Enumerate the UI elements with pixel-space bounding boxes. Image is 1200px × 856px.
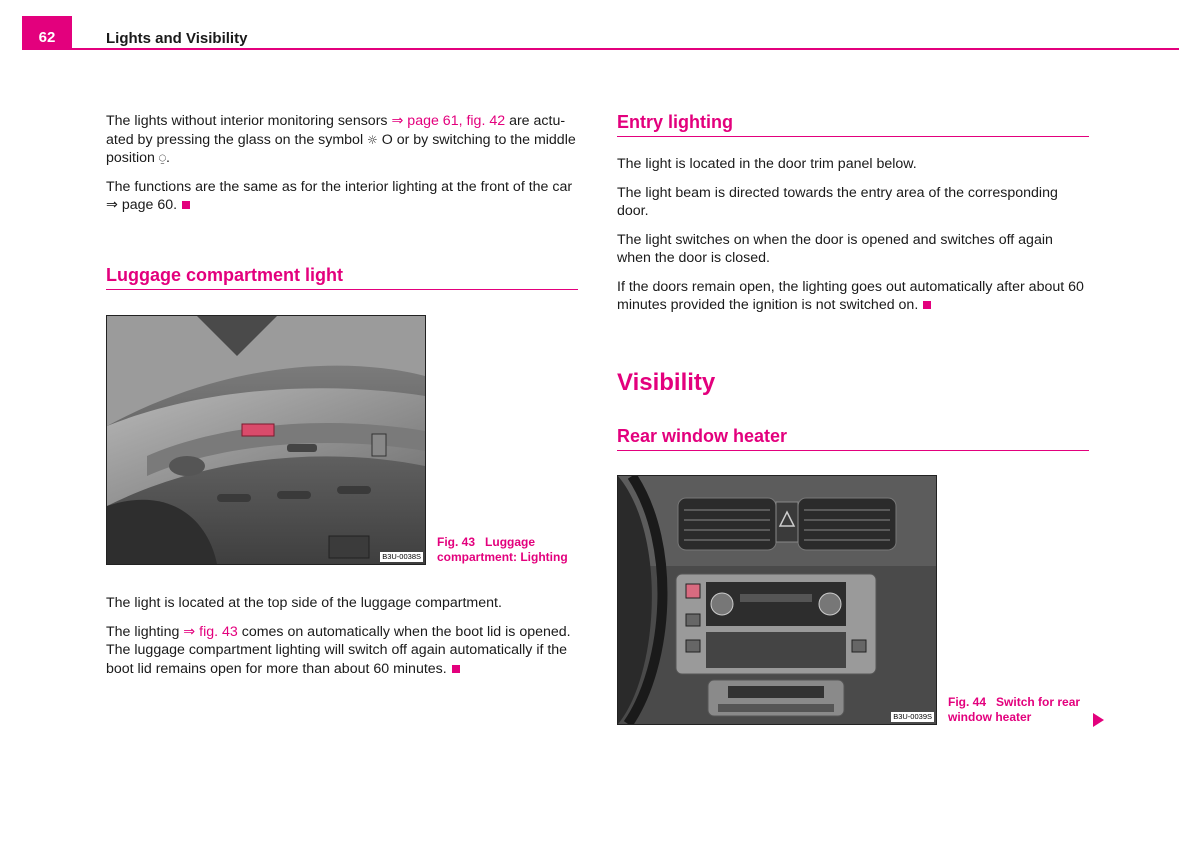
paragraph-entry-3: The light switches on when the door is opened and switches off again when the door is closed. (617, 231, 1053, 266)
caption-text: Luggage compartment: Lighting (437, 535, 568, 564)
chapter-title: Lights and Visibility (106, 30, 248, 47)
dashboard-console-illustration (618, 476, 936, 724)
end-of-section-marker-icon (182, 201, 190, 209)
text: The functions are the same as for the interior lighting at the front of the car ⇒ page 60. (106, 178, 573, 213)
middle-position-symbol-icon: ⍜ (158, 151, 167, 165)
heading-visibility: Visibility (617, 369, 716, 396)
figure-44-caption (948, 695, 1093, 725)
text: If the doors remain open, the lighting goes out automatically after about 60 minutes provided the ignition is not switched on. (617, 278, 1084, 313)
paragraph-entry-1: The light is located in the door trim panel below. (617, 156, 917, 172)
continue-arrow-icon (1093, 713, 1104, 727)
heading-entry-lighting: Entry lighting (617, 112, 1089, 137)
door-contact-symbol-icon: ☼ (367, 132, 378, 147)
heading-rear-window-heater: Rear window heater (617, 426, 1089, 451)
figure-44-image (617, 475, 937, 725)
luggage-compartment-illustration (107, 316, 425, 564)
paragraph-lighting-auto (106, 623, 578, 679)
fig-43-link[interactable]: ⇒ fig. 43 (183, 623, 238, 640)
text: are actu-ated by pressing the glass on the symbol (106, 113, 566, 148)
caption-text: Switch for rear window heater (948, 695, 1081, 724)
end-of-section-marker-icon (452, 665, 460, 673)
paragraph-entry-2: The light beam is directed towards the entry area of the corresponding door. (617, 184, 1058, 219)
text: The lighting (106, 623, 184, 640)
text: comes on automatically when the boot lid is opened. The luggage compartment lighting will switch off again automatically if the boot lid remains open for more than about 60 minutes. (106, 623, 571, 677)
paragraph-interior-lights (106, 112, 578, 168)
caption-number: Fig. 43 (437, 535, 476, 549)
caption-number: Fig. 44 (948, 695, 987, 709)
end-of-section-marker-icon (923, 301, 931, 309)
header-rule (22, 48, 1179, 50)
figure-43-caption (437, 535, 582, 565)
text: O or by switching to the middle position (106, 131, 576, 166)
left-lower-text (106, 594, 578, 678)
figure-code: B3U-0038S (382, 552, 421, 561)
left-column (106, 112, 578, 215)
figure-43-image (106, 315, 426, 565)
figure-code: B3U-0039S (893, 712, 932, 721)
page-header (22, 16, 1179, 50)
paragraph-entry-4 (617, 278, 1089, 315)
page-61-link[interactable]: ⇒ page 61, fig. 42 (391, 113, 506, 129)
heading-luggage-compartment-light: Luggage compartment light (106, 265, 578, 290)
entry-lighting-text (617, 155, 1089, 315)
paragraph-functions (106, 178, 578, 215)
text: The lights without interior monitoring sensors (106, 113, 392, 129)
page-number: 62 (22, 16, 72, 50)
text: . (166, 150, 170, 166)
paragraph-light-location: The light is located at the top side of the luggage compartment. (106, 595, 502, 611)
